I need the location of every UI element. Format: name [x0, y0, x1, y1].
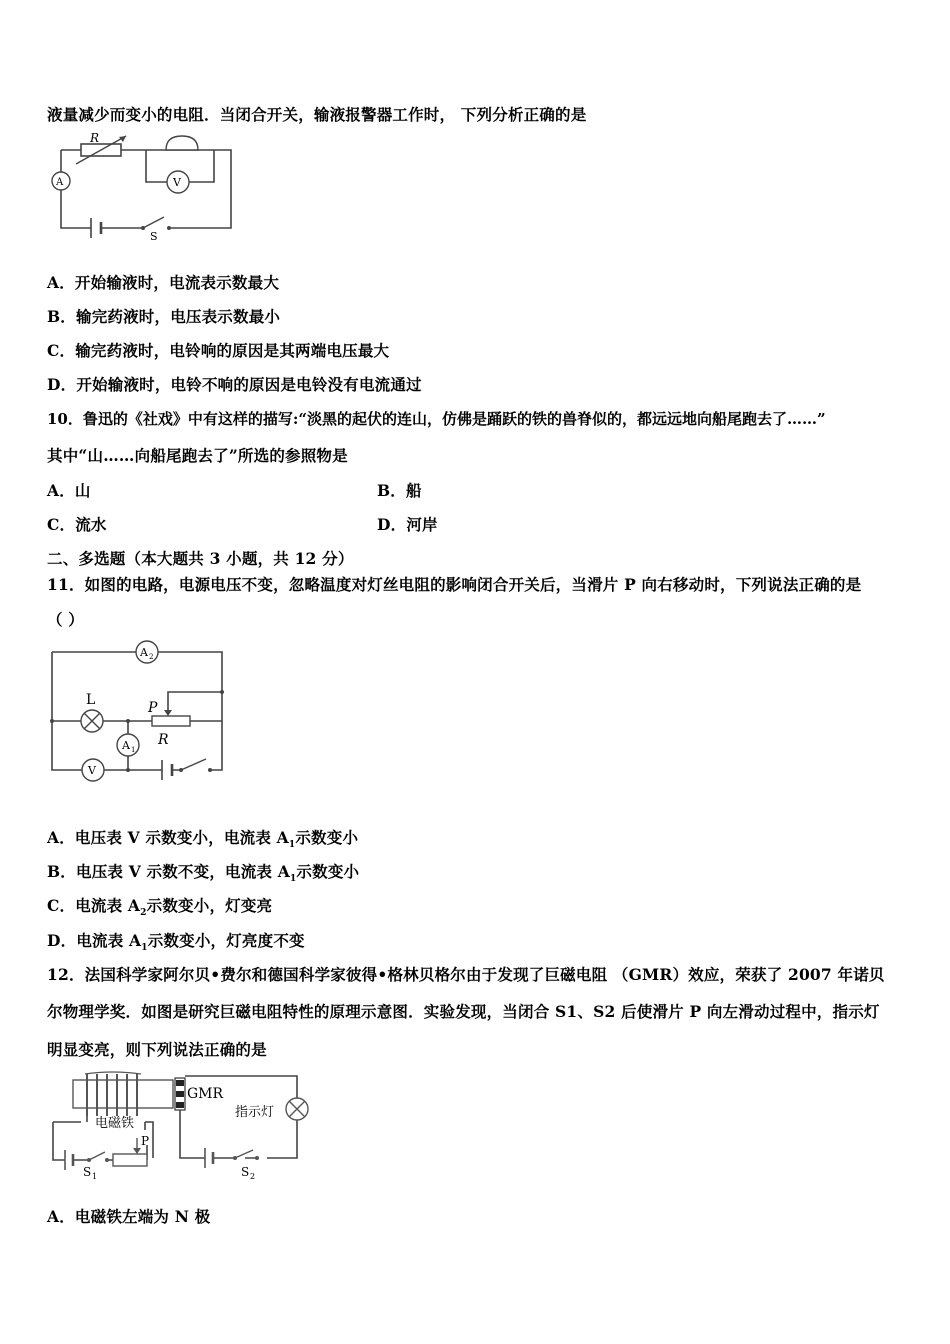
q9-label-s: S [150, 230, 158, 243]
q11-label-a2-sub: 2 [149, 653, 154, 661]
q11-label-a1: A [122, 739, 130, 752]
q9-option-b: B．输完药液时，电压表示数最小 [47, 307, 281, 326]
q11-option-d: D．电流表 $A_1$示数变小，灯亮度不变 [47, 931, 305, 954]
q9-option-c: C．输完药液时，电铃响的原因是其两端电压最大 [47, 341, 390, 360]
q12-label-s2: S [241, 1165, 250, 1179]
q10-option-a: A．山 [47, 481, 91, 500]
q9-label-a: A [56, 177, 64, 188]
q9-stem: 液量减少而变小的电阻．当闭合开关，输液报警器工作时， 下列分析正确的是 [47, 105, 587, 124]
q9-option-d: D．开始输液时，电铃不响的原因是电铃没有电流通过 [47, 375, 422, 394]
q12-label-electromagnet: 电磁铁 [95, 1116, 135, 1131]
q10-option-b: B．船 [377, 481, 422, 500]
q11-stem-line1: 11．如图的电路，电源电压不变，忽略温度对灯丝电阻的影响闭合开关后，当滑片 P 向右移动时，下列说法正确的是 [47, 575, 862, 594]
q11-label-v: V [88, 764, 96, 777]
q12-label-p: P [141, 1134, 150, 1148]
q11-label-l: L [86, 692, 96, 708]
q10-stem-line2: 其中“山……向船尾跑去了”所选的参照物是 [47, 446, 348, 465]
q11-label-a2: A [140, 646, 148, 659]
q11-label-a1-sub: 1 [131, 746, 136, 754]
q11-label-p: P [148, 700, 158, 716]
section-title: 二、多选题（本大题共 3 小题，共 12 分） [47, 549, 354, 568]
q11-label-r: R [158, 732, 169, 748]
q10-option-c: C．流水 [47, 515, 107, 534]
q11-option-a: A．电压表 V 示数变小，电流表 $A_1$示数变小 [47, 828, 359, 851]
q11-option-c: C．电流表 $A_2$示数变小，灯变亮 [47, 896, 273, 919]
q12-label-s2-sub: 2 [250, 1172, 256, 1181]
q9-label-v: V [173, 176, 181, 189]
q11-rheostat [152, 716, 190, 726]
q11-option-b: B．电压表 V 示数不变，电流表 $A_1$示数变小 [47, 862, 360, 885]
q9-option-a: A．开始输液时，电流表示数最大 [47, 273, 280, 292]
q10-stem-line1: 10．鲁迅的《社戏》中有这样的描写:“淡黑的起伏的连山，仿佛是踊跃的铁的兽脊似的，都远远地向船尾跑去了……” [47, 410, 826, 428]
q12-rheostat [113, 1154, 147, 1166]
q12-gmr-diagram [45, 1070, 310, 1185]
q12-label-lamp: 指示灯 [235, 1105, 275, 1120]
q12-label-s1: S [83, 1165, 92, 1179]
q9-circuit-diagram [46, 130, 246, 243]
q11-stem-line2: （ ） [47, 610, 84, 629]
q12-option-a: A．电磁铁左端为 N 极 [47, 1207, 211, 1226]
q12-label-gmr: GMR [187, 1086, 224, 1102]
q12-stem-line3: 明显变亮，则下列说法正确的是 [47, 1040, 267, 1059]
q12-label-s1-sub: 1 [92, 1172, 98, 1181]
q9-label-r: R [90, 131, 100, 145]
q10-option-d: D．河岸 [377, 515, 438, 534]
q11-circuit-diagram [44, 640, 234, 785]
q12-stem-line1: 12．法国科学家阿尔贝•费尔和德国科学家彼得•格林贝格尔由于发现了巨磁电阻 （GMR）效应，荣获了 2007 年诺贝 [47, 965, 885, 984]
q12-stem-line2: 尔物理学奖．如图是研究巨磁电阻特性的原理示意图．实验发现，当闭合 S1、S2 后使滑片 P 向左滑动过程中，指示灯 [47, 1002, 880, 1021]
bell-icon [166, 136, 198, 150]
